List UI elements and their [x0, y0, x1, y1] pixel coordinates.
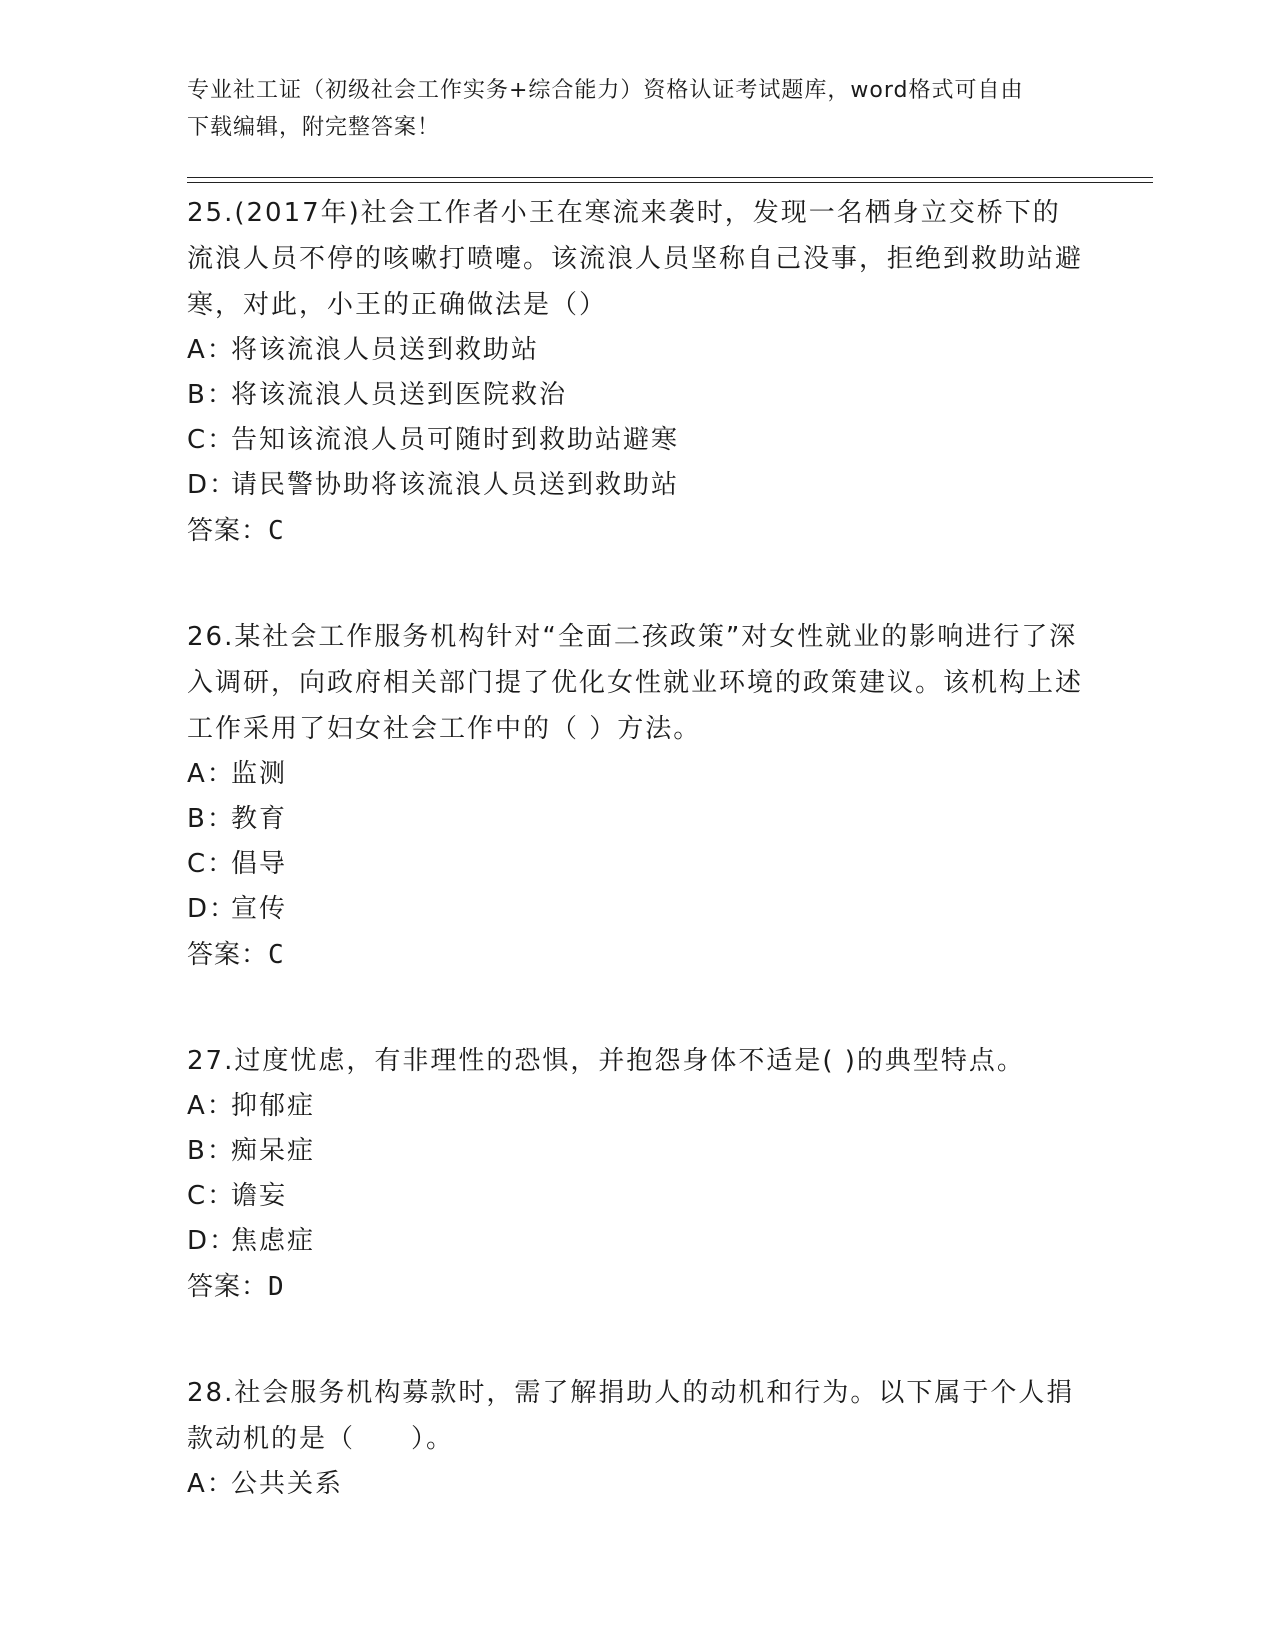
option-text: 教育: [231, 804, 288, 834]
header-line-1: 专业社工证（初级社会工作实务+综合能力）资格认证考试题库，word格式可自由: [187, 78, 1024, 103]
header-divider-top: [187, 177, 1153, 178]
option-text: 告知该流浪人员可随时到救助站避寒: [231, 425, 680, 455]
option-key: D：: [187, 470, 238, 500]
option-text: 抑郁症: [231, 1091, 316, 1121]
option-d: [187, 887, 1087, 932]
question-26: [187, 614, 1087, 978]
question-stem: 28.社会服务机构募款时，需了解捐助人的动机和行为。以下属于个人捐款动机的是（ ）。: [187, 1378, 1075, 1454]
option-text: 将该流浪人员送到医院救治: [231, 380, 568, 410]
answer-label: 答案：: [187, 516, 269, 546]
option-d: [187, 463, 1087, 508]
option-c: [187, 418, 1087, 463]
question-list: [187, 190, 1087, 1567]
option-a: [187, 752, 1087, 797]
option-key: D：: [187, 894, 238, 924]
option-text: 公共关系: [231, 1469, 344, 1499]
option-key: A：: [187, 1469, 235, 1499]
header-line-2: 下载编辑，附完整答案！: [187, 115, 441, 140]
answer-label: 答案：: [187, 1272, 269, 1302]
option-key: C：: [187, 1181, 236, 1211]
option-c: [187, 842, 1087, 887]
option-a: [187, 1462, 1087, 1507]
answer-value: C: [268, 516, 285, 546]
question-28: [187, 1370, 1087, 1507]
answer-line: [187, 508, 1087, 554]
question-stem: 25.(2017年)社会工作者小王在寒流来袭时，发现一名栖身立交桥下的流浪人员不停的咳嗽打喷嚏。该流浪人员坚称自己没事，拒绝到救助站避寒，对此，小王的正确做法是（）: [187, 198, 1084, 320]
header-divider-bottom: [187, 182, 1153, 183]
option-text: 将该流浪人员送到救助站: [231, 335, 540, 365]
option-key: B：: [187, 380, 235, 410]
question-stem: 27.过度忧虑，有非理性的恐惧，并抱怨身体不适是( )的典型特点。: [187, 1046, 1025, 1076]
option-text: 倡导: [231, 849, 288, 879]
option-a: [187, 1084, 1087, 1129]
option-text: 监测: [231, 759, 288, 789]
option-key: C：: [187, 425, 236, 455]
answer-line: [187, 1264, 1087, 1310]
option-key: B：: [187, 1136, 235, 1166]
question-stem: 26.某社会工作服务机构针对“全面二孩政策”对女性就业的影响进行了深入调研，向政府相关部门提了优化女性就业环境的政策建议。该机构上述工作采用了妇女社会工作中的（ ）方法。: [187, 622, 1084, 744]
option-key: D：: [187, 1226, 238, 1256]
option-text: 请民警协助将该流浪人员送到救助站: [231, 470, 680, 500]
option-text: 谵妄: [231, 1181, 288, 1211]
option-text: 焦虑症: [231, 1226, 316, 1256]
option-b: [187, 1129, 1087, 1174]
option-key: A：: [187, 759, 235, 789]
question-27: [187, 1038, 1087, 1310]
answer-label: 答案：: [187, 940, 269, 970]
option-a: [187, 328, 1087, 373]
option-c: [187, 1174, 1087, 1219]
answer-value: C: [268, 940, 285, 970]
answer-line: [187, 932, 1087, 978]
question-25: [187, 190, 1087, 554]
option-key: C：: [187, 849, 236, 879]
option-b: [187, 373, 1087, 418]
option-b: [187, 797, 1087, 842]
option-key: A：: [187, 1091, 235, 1121]
option-text: 宣传: [231, 894, 288, 924]
option-text: 痴呆症: [231, 1136, 316, 1166]
option-d: [187, 1219, 1087, 1264]
answer-value: D: [268, 1272, 285, 1302]
option-key: B：: [187, 804, 235, 834]
option-key: A：: [187, 335, 235, 365]
document-header: [187, 72, 1087, 146]
